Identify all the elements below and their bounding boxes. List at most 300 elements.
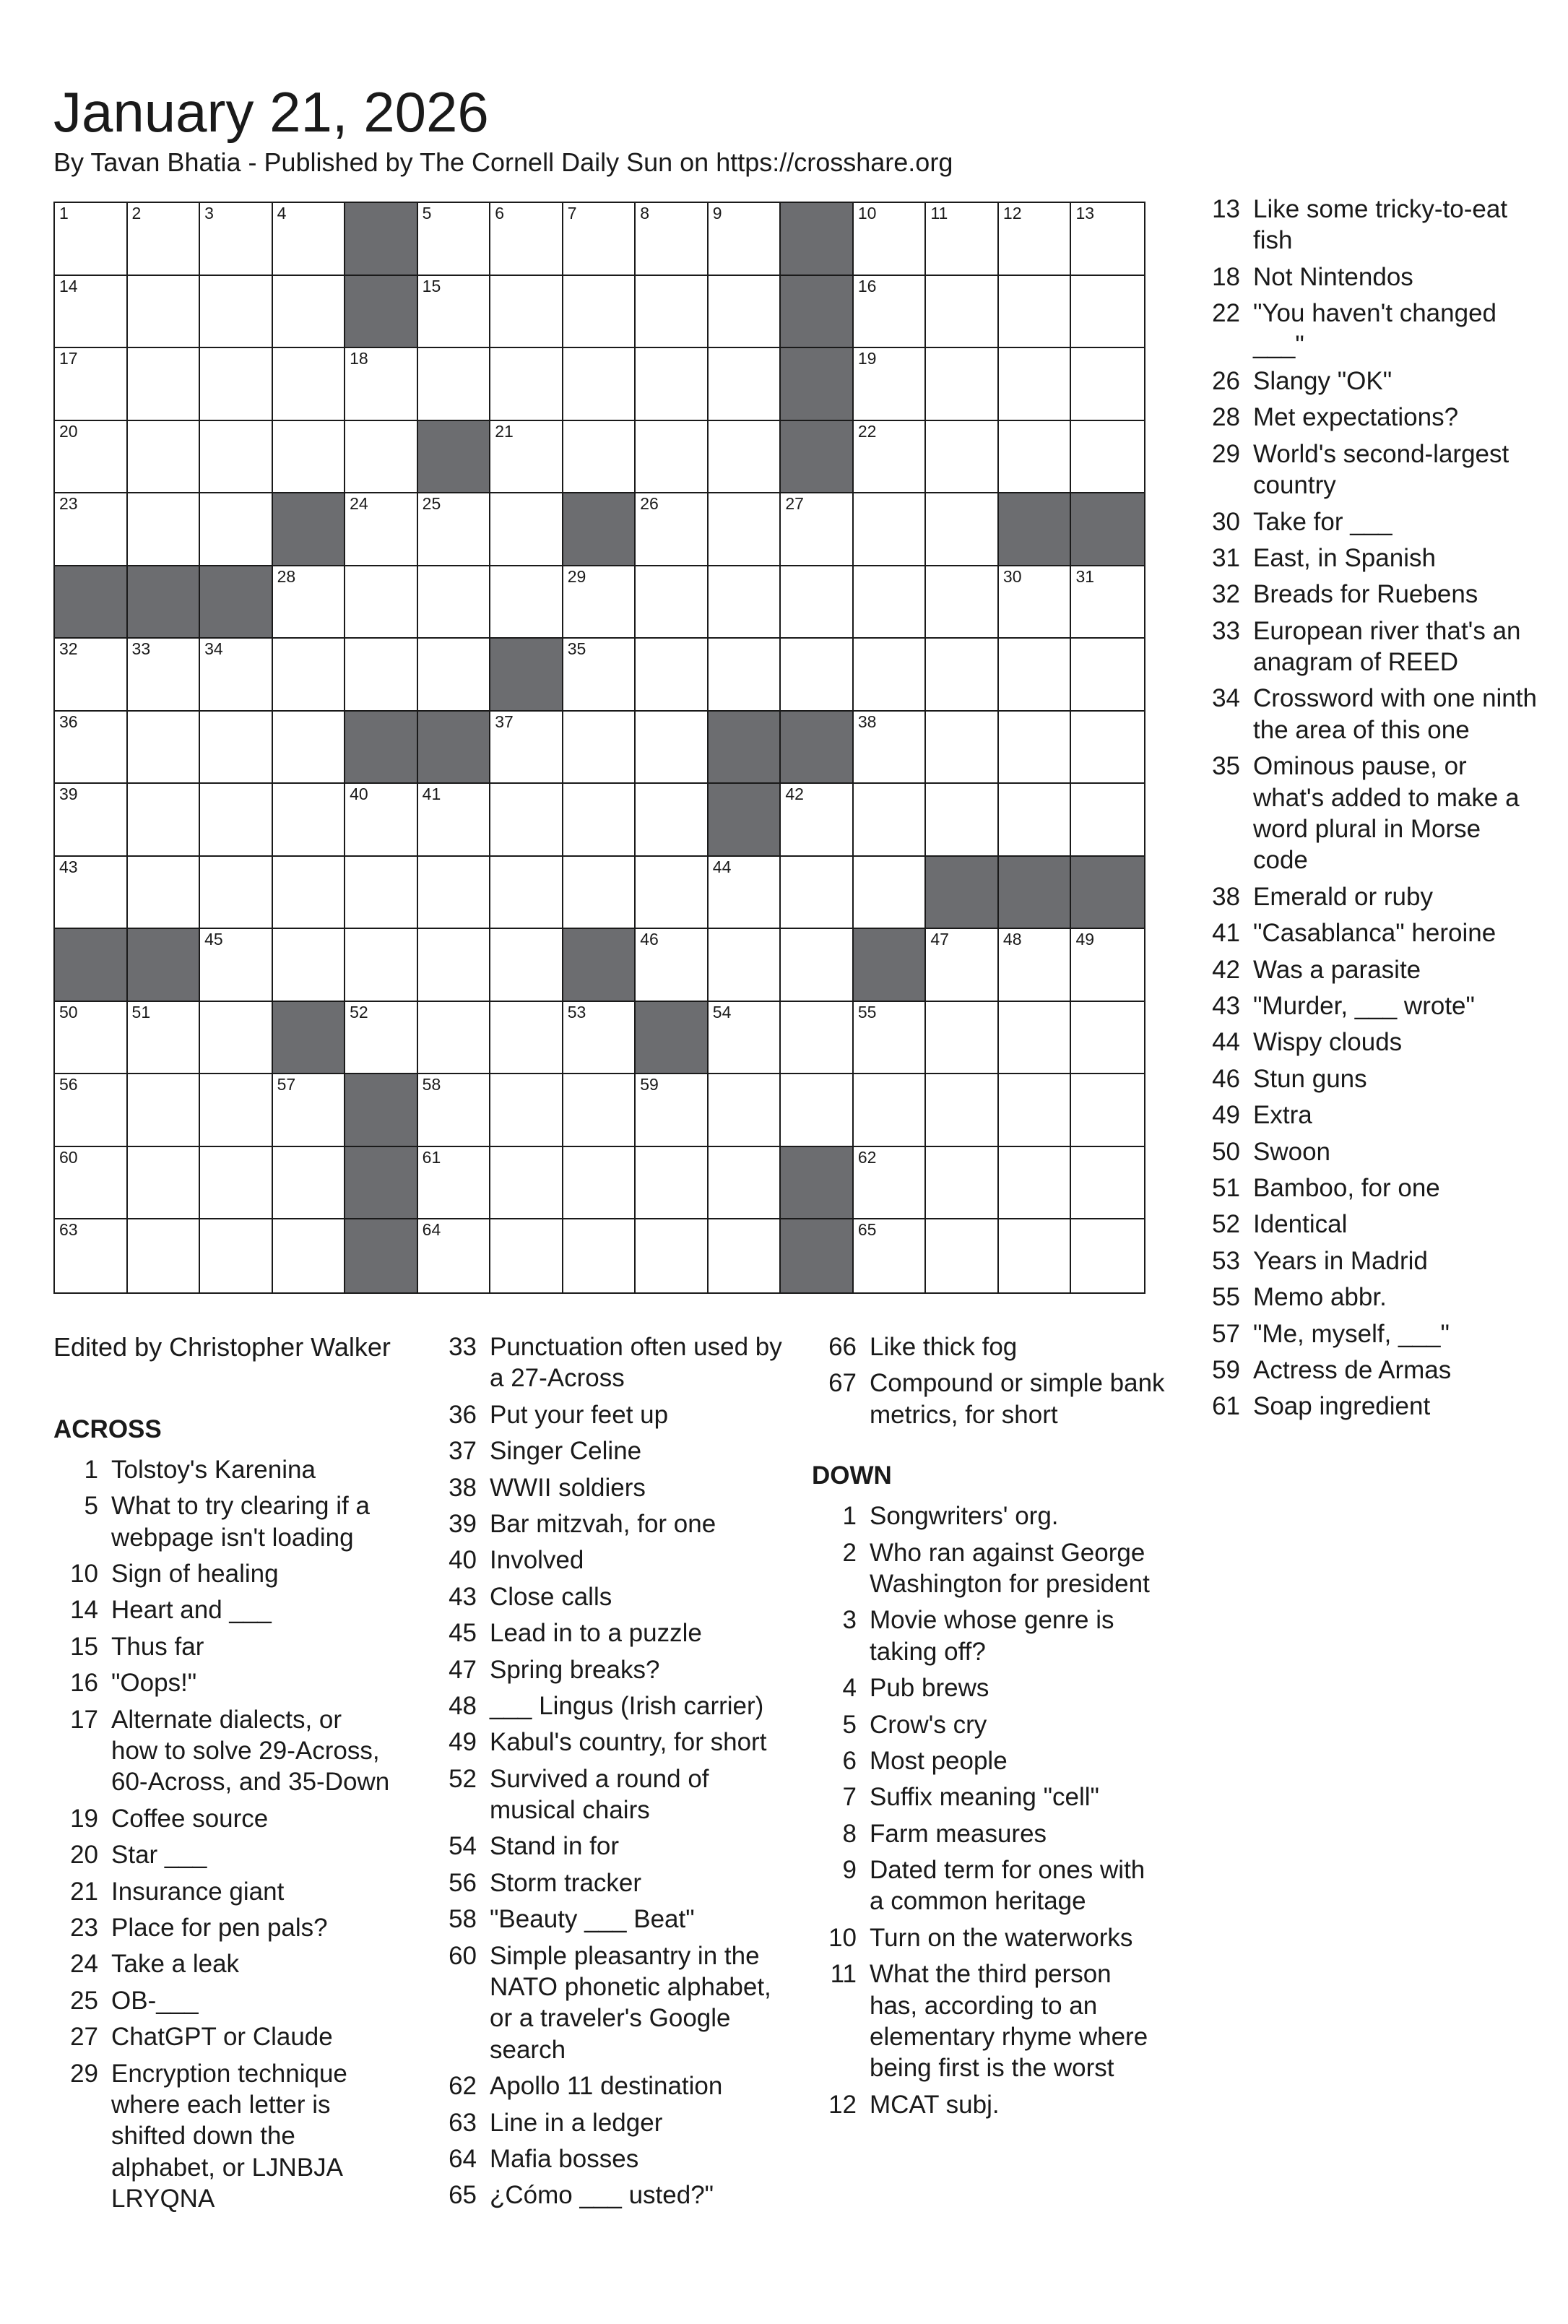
- grid-cell[interactable]: [128, 421, 201, 494]
- grid-cell[interactable]: [1071, 1147, 1144, 1220]
- down-clue-46[interactable]: [1195, 1063, 1542, 1094]
- grid-cell[interactable]: [926, 784, 999, 857]
- cell-number: 32: [59, 639, 78, 659]
- grid-cell[interactable]: [854, 421, 927, 494]
- grid-cell[interactable]: [926, 421, 999, 494]
- grid-cell[interactable]: [999, 712, 1072, 785]
- grid-cell[interactable]: [563, 639, 636, 712]
- grid-cell[interactable]: [781, 784, 854, 857]
- grid-cell[interactable]: [490, 203, 563, 276]
- across-clue-24[interactable]: [53, 1948, 393, 1979]
- grid-cell[interactable]: [55, 1147, 128, 1220]
- grid-cell[interactable]: [781, 493, 854, 566]
- grid-cell[interactable]: [55, 712, 128, 785]
- grid-cell[interactable]: [273, 712, 346, 785]
- clue-column-1: [53, 1331, 393, 2220]
- grid-cell[interactable]: [709, 566, 781, 639]
- across-clue-65[interactable]: [432, 2180, 786, 2211]
- grid-cell[interactable]: [854, 1074, 927, 1147]
- grid-cell[interactable]: [636, 566, 709, 639]
- cell-number: 55: [857, 1002, 877, 1021]
- grid-cell[interactable]: [200, 276, 273, 349]
- across-clue-48[interactable]: [432, 1690, 786, 1722]
- grid-cell[interactable]: [999, 1147, 1072, 1220]
- grid-cell[interactable]: [345, 421, 418, 494]
- grid-cell[interactable]: [273, 639, 346, 712]
- grid-cell[interactable]: [200, 639, 273, 712]
- grid-cell[interactable]: [200, 1147, 273, 1220]
- grid-cell[interactable]: [418, 1219, 491, 1292]
- down-clue-50[interactable]: [1195, 1136, 1542, 1167]
- grid-cell[interactable]: [854, 712, 927, 785]
- down-clue-61[interactable]: [1195, 1391, 1542, 1422]
- down-clue-42[interactable]: [1195, 954, 1542, 985]
- across-clue-45[interactable]: [432, 1617, 786, 1649]
- grid-cell[interactable]: [854, 566, 927, 639]
- grid-cell[interactable]: [563, 1147, 636, 1220]
- grid-cell[interactable]: [273, 276, 346, 349]
- grid-cell[interactable]: [1071, 421, 1144, 494]
- clue-number: 35: [1212, 752, 1240, 781]
- grid-cell[interactable]: [926, 203, 999, 276]
- grid-cell[interactable]: [490, 857, 563, 930]
- grid-cell[interactable]: [1071, 566, 1144, 639]
- grid-cell[interactable]: [418, 276, 491, 349]
- down-clue-57[interactable]: [1195, 1318, 1542, 1349]
- grid-cell[interactable]: [926, 929, 999, 1002]
- down-clue-5[interactable]: [812, 1709, 1166, 1740]
- grid-cell[interactable]: [273, 1147, 346, 1220]
- across-clue-27[interactable]: [53, 2021, 393, 2052]
- grid-cell[interactable]: [926, 276, 999, 349]
- clue-text: "You haven't changed ___": [1253, 299, 1496, 359]
- grid-cell[interactable]: [490, 276, 563, 349]
- grid-cell[interactable]: [490, 566, 563, 639]
- grid-cell[interactable]: [781, 1002, 854, 1075]
- grid-cell[interactable]: [999, 784, 1072, 857]
- grid-cell[interactable]: [709, 493, 781, 566]
- down-clue-44[interactable]: [1195, 1027, 1542, 1058]
- clue-text: Most people: [870, 1746, 1008, 1775]
- grid-cell[interactable]: [345, 1002, 418, 1075]
- grid-cell[interactable]: [854, 276, 927, 349]
- grid-cell[interactable]: [999, 639, 1072, 712]
- across-clue-39[interactable]: [432, 1508, 786, 1539]
- grid-cell[interactable]: [781, 566, 854, 639]
- across-clue-19[interactable]: [53, 1803, 393, 1834]
- grid-cell[interactable]: [345, 493, 418, 566]
- clue-text: Met expectations?: [1253, 403, 1459, 432]
- grid-cell[interactable]: [926, 566, 999, 639]
- grid-cell[interactable]: [926, 639, 999, 712]
- across-clue-38[interactable]: [432, 1472, 786, 1503]
- down-clue-38[interactable]: [1195, 881, 1542, 912]
- grid-cell[interactable]: [636, 276, 709, 349]
- grid-cell[interactable]: [128, 1002, 201, 1075]
- grid-cell[interactable]: [200, 1219, 273, 1292]
- grid-cell[interactable]: [418, 203, 491, 276]
- across-clue-47[interactable]: [432, 1654, 786, 1685]
- down-clue-18[interactable]: [1195, 262, 1542, 293]
- grid-cell[interactable]: [999, 566, 1072, 639]
- grid-cell[interactable]: [636, 1147, 709, 1220]
- down-clue-52[interactable]: [1195, 1209, 1542, 1240]
- cell-number: 63: [59, 1220, 78, 1240]
- grid-cell[interactable]: [709, 929, 781, 1002]
- grid-cell[interactable]: [273, 348, 346, 421]
- grid-cell[interactable]: [999, 421, 1072, 494]
- grid-cell[interactable]: [490, 348, 563, 421]
- across-clue-64[interactable]: [432, 2143, 786, 2174]
- grid-cell[interactable]: [200, 493, 273, 566]
- grid-cell[interactable]: [273, 857, 346, 930]
- down-clue-6[interactable]: [812, 1745, 1166, 1776]
- down-clue-31[interactable]: [1195, 543, 1542, 574]
- grid-cell[interactable]: [636, 348, 709, 421]
- across-clue-54[interactable]: [432, 1831, 786, 1862]
- down-clue-22[interactable]: [1195, 298, 1542, 360]
- grid-cell[interactable]: [636, 1219, 709, 1292]
- grid-cell[interactable]: [563, 857, 636, 930]
- grid-cell[interactable]: [418, 784, 491, 857]
- grid-cell[interactable]: [128, 203, 201, 276]
- grid-cell[interactable]: [200, 712, 273, 785]
- grid-cell[interactable]: [55, 857, 128, 930]
- across-clue-29[interactable]: [53, 2058, 393, 2215]
- across-clue-49[interactable]: [432, 1727, 786, 1758]
- across-clue-16[interactable]: [53, 1667, 393, 1698]
- grid-cell[interactable]: [345, 857, 418, 930]
- across-clue-37[interactable]: [432, 1435, 786, 1466]
- across-clue-67[interactable]: [812, 1368, 1166, 1430]
- grid-cell[interactable]: [55, 639, 128, 712]
- grid-cell[interactable]: [854, 493, 927, 566]
- across-clue-10[interactable]: [53, 1558, 393, 1589]
- down-clue-11[interactable]: [812, 1958, 1166, 2084]
- cell-number: 36: [59, 712, 78, 731]
- grid-cell[interactable]: [418, 639, 491, 712]
- grid-cell[interactable]: [128, 1219, 201, 1292]
- grid-cell[interactable]: [418, 857, 491, 930]
- grid-cell[interactable]: [200, 203, 273, 276]
- clue-number: 2: [842, 1538, 857, 1567]
- page-title: January 21, 2026: [53, 80, 489, 144]
- grid-cell[interactable]: [128, 493, 201, 566]
- cell-number: 19: [857, 349, 877, 368]
- grid-cell[interactable]: [200, 348, 273, 421]
- grid-cell[interactable]: [55, 276, 128, 349]
- cell-number: 10: [857, 204, 877, 223]
- across-clue-17[interactable]: [53, 1704, 393, 1798]
- grid-cell[interactable]: [490, 1002, 563, 1075]
- clue-text: ¿Cómo ___ usted?": [490, 2181, 714, 2210]
- grid-cell[interactable]: [709, 1074, 781, 1147]
- grid-cell[interactable]: [418, 1074, 491, 1147]
- across-clue-33[interactable]: [432, 1331, 786, 1394]
- grid-cell[interactable]: [490, 493, 563, 566]
- across-clue-15[interactable]: [53, 1631, 393, 1662]
- grid-cell[interactable]: [273, 1074, 346, 1147]
- grid-cell[interactable]: [854, 784, 927, 857]
- grid-cell[interactable]: [128, 784, 201, 857]
- black-square: [1071, 493, 1144, 566]
- grid-cell[interactable]: [854, 1002, 927, 1075]
- grid-cell[interactable]: [709, 857, 781, 930]
- grid-cell[interactable]: [55, 493, 128, 566]
- across-clue-25[interactable]: [53, 1985, 393, 2016]
- grid-cell[interactable]: [1071, 929, 1144, 1002]
- grid-cell[interactable]: [854, 348, 927, 421]
- grid-cell[interactable]: [854, 639, 927, 712]
- across-clue-62[interactable]: [432, 2070, 786, 2101]
- clue-text: "Murder, ___ wrote": [1253, 991, 1475, 1020]
- grid-cell[interactable]: [273, 1219, 346, 1292]
- grid-cell[interactable]: [636, 857, 709, 930]
- down-clue-13[interactable]: [1195, 194, 1542, 256]
- down-clue-55[interactable]: [1195, 1282, 1542, 1313]
- grid-cell[interactable]: [636, 421, 709, 494]
- grid-cell[interactable]: [200, 929, 273, 1002]
- grid-cell[interactable]: [781, 929, 854, 1002]
- grid-cell[interactable]: [273, 784, 346, 857]
- down-clue-59[interactable]: [1195, 1355, 1542, 1386]
- grid-cell[interactable]: [200, 1002, 273, 1075]
- clue-text: Memo abbr.: [1253, 1283, 1387, 1312]
- across-clue-14[interactable]: [53, 1594, 393, 1625]
- grid-cell[interactable]: [563, 421, 636, 494]
- down-clue-28[interactable]: [1195, 402, 1542, 433]
- across-clue-21[interactable]: [53, 1876, 393, 1907]
- grid-cell[interactable]: [55, 1219, 128, 1292]
- grid-cell[interactable]: [1071, 639, 1144, 712]
- grid-cell[interactable]: [273, 421, 346, 494]
- grid-cell[interactable]: [854, 857, 927, 930]
- across-clue-43[interactable]: [432, 1581, 786, 1612]
- grid-cell[interactable]: [926, 1074, 999, 1147]
- grid-cell[interactable]: [128, 857, 201, 930]
- grid-cell[interactable]: [490, 1074, 563, 1147]
- black-square: [418, 712, 491, 785]
- grid-cell[interactable]: [128, 1074, 201, 1147]
- grid-cell[interactable]: [200, 1074, 273, 1147]
- down-clue-3[interactable]: [812, 1604, 1166, 1667]
- grid-cell[interactable]: [418, 1002, 491, 1075]
- down-clue-35[interactable]: [1195, 751, 1542, 876]
- grid-cell[interactable]: [1071, 1002, 1144, 1075]
- grid-cell[interactable]: [490, 421, 563, 494]
- grid-cell[interactable]: [200, 421, 273, 494]
- down-clue-9[interactable]: [812, 1854, 1166, 1917]
- grid-cell[interactable]: [999, 1074, 1072, 1147]
- grid-cell[interactable]: [926, 712, 999, 785]
- grid-cell[interactable]: [273, 566, 346, 639]
- grid-cell[interactable]: [55, 1074, 128, 1147]
- down-clue-41[interactable]: [1195, 917, 1542, 949]
- grid-cell[interactable]: [926, 1219, 999, 1292]
- grid-cell[interactable]: [999, 1219, 1072, 1292]
- grid-cell[interactable]: [854, 1147, 927, 1220]
- across-clue-5[interactable]: [53, 1490, 393, 1553]
- grid-cell[interactable]: [781, 639, 854, 712]
- down-clue-2[interactable]: [812, 1537, 1166, 1600]
- grid-cell[interactable]: [563, 348, 636, 421]
- down-clue-51[interactable]: [1195, 1172, 1542, 1204]
- grid-cell[interactable]: [563, 203, 636, 276]
- clue-text: Compound or simple bank metrics, for short: [870, 1369, 1165, 1429]
- grid-cell[interactable]: [1071, 784, 1144, 857]
- across-clue-40[interactable]: [432, 1545, 786, 1576]
- across-clue-60[interactable]: [432, 1940, 786, 2066]
- grid-cell[interactable]: [709, 1147, 781, 1220]
- grid-cell[interactable]: [273, 929, 346, 1002]
- grid-cell[interactable]: [1071, 203, 1144, 276]
- across-clue-58[interactable]: [432, 1904, 786, 1935]
- grid-cell[interactable]: [636, 203, 709, 276]
- grid-cell[interactable]: [55, 348, 128, 421]
- grid-cell[interactable]: [709, 276, 781, 349]
- cell-number: 14: [59, 276, 78, 295]
- clue-number: 49: [1212, 1101, 1240, 1130]
- grid-cell[interactable]: [636, 712, 709, 785]
- down-clue-53[interactable]: [1195, 1245, 1542, 1277]
- grid-cell[interactable]: [490, 1147, 563, 1220]
- grid-cell[interactable]: [999, 276, 1072, 349]
- grid-cell[interactable]: [563, 1002, 636, 1075]
- across-clue-36[interactable]: [432, 1399, 786, 1430]
- down-clue-26[interactable]: [1195, 366, 1542, 397]
- grid-cell[interactable]: [636, 784, 709, 857]
- grid-cell[interactable]: [563, 1219, 636, 1292]
- down-clue-30[interactable]: [1195, 506, 1542, 537]
- grid-cell[interactable]: [273, 203, 346, 276]
- grid-cell[interactable]: [200, 857, 273, 930]
- grid-cell[interactable]: [55, 203, 128, 276]
- grid-cell[interactable]: [781, 1074, 854, 1147]
- grid-cell[interactable]: [926, 493, 999, 566]
- clue-number: 25: [70, 1986, 98, 2015]
- grid-cell[interactable]: [709, 348, 781, 421]
- grid-cell[interactable]: [490, 784, 563, 857]
- grid-cell[interactable]: [200, 784, 273, 857]
- grid-cell[interactable]: [128, 639, 201, 712]
- grid-cell[interactable]: [999, 348, 1072, 421]
- clue-text: Storm tracker: [490, 1868, 642, 1897]
- down-clue-32[interactable]: [1195, 579, 1542, 610]
- grid-cell[interactable]: [709, 203, 781, 276]
- grid-cell[interactable]: [709, 1219, 781, 1292]
- down-clue-29[interactable]: [1195, 439, 1542, 501]
- grid-cell[interactable]: [418, 929, 491, 1002]
- grid-cell[interactable]: [345, 929, 418, 1002]
- cell-number: 38: [857, 712, 877, 731]
- grid-cell[interactable]: [418, 348, 491, 421]
- grid-cell[interactable]: [563, 784, 636, 857]
- down-clue-10[interactable]: [812, 1922, 1166, 1953]
- grid-cell[interactable]: [709, 421, 781, 494]
- grid-cell[interactable]: [418, 566, 491, 639]
- grid-cell[interactable]: [345, 566, 418, 639]
- grid-cell[interactable]: [563, 566, 636, 639]
- grid-cell[interactable]: [926, 348, 999, 421]
- grid-cell[interactable]: [128, 348, 201, 421]
- grid-cell[interactable]: [55, 1002, 128, 1075]
- grid-cell[interactable]: [999, 929, 1072, 1002]
- down-clue-1[interactable]: [812, 1500, 1166, 1532]
- cell-number: 40: [350, 785, 368, 804]
- grid-cell[interactable]: [636, 1074, 709, 1147]
- grid-cell[interactable]: [55, 421, 128, 494]
- across-clue-63[interactable]: [432, 2107, 786, 2138]
- grid-cell[interactable]: [1071, 348, 1144, 421]
- down-clue-33[interactable]: [1195, 615, 1542, 678]
- grid-cell[interactable]: [926, 1002, 999, 1075]
- grid-cell[interactable]: [418, 493, 491, 566]
- down-clue-34[interactable]: [1195, 683, 1542, 746]
- grid-cell[interactable]: [854, 1219, 927, 1292]
- grid-cell[interactable]: [1071, 1074, 1144, 1147]
- grid-cell[interactable]: [1071, 1219, 1144, 1292]
- grid-cell[interactable]: [345, 784, 418, 857]
- across-clue-52[interactable]: [432, 1763, 786, 1826]
- grid-cell[interactable]: [128, 1147, 201, 1220]
- grid-cell[interactable]: [490, 712, 563, 785]
- grid-cell[interactable]: [128, 712, 201, 785]
- down-clue-43[interactable]: [1195, 990, 1542, 1021]
- grid-cell[interactable]: [490, 1219, 563, 1292]
- cell-number: 50: [59, 1002, 78, 1021]
- across-clue-66[interactable]: [812, 1331, 1166, 1362]
- grid-cell[interactable]: [1071, 276, 1144, 349]
- clue-number: 43: [449, 1582, 477, 1611]
- down-clue-7[interactable]: [812, 1781, 1166, 1813]
- grid-cell[interactable]: [999, 203, 1072, 276]
- grid-cell[interactable]: [55, 784, 128, 857]
- down-clue-12[interactable]: [812, 2089, 1166, 2120]
- clue-number: 8: [842, 1819, 857, 1848]
- grid-cell[interactable]: [854, 203, 927, 276]
- grid-cell[interactable]: [781, 857, 854, 930]
- grid-cell[interactable]: [345, 348, 418, 421]
- grid-cell[interactable]: [709, 639, 781, 712]
- across-clue-20[interactable]: [53, 1839, 393, 1870]
- down-clue-49[interactable]: [1195, 1100, 1542, 1131]
- across-clue-1[interactable]: [53, 1454, 393, 1485]
- cell-number: 27: [785, 494, 804, 514]
- clue-text: Ominous pause, or what's added to make a word plural in Morse code: [1253, 752, 1520, 875]
- down-clue-8[interactable]: [812, 1818, 1166, 1849]
- black-square: [273, 493, 346, 566]
- cell-number: 59: [640, 1075, 659, 1094]
- grid-cell[interactable]: [636, 493, 709, 566]
- grid-cell[interactable]: [563, 1074, 636, 1147]
- grid-cell[interactable]: [563, 276, 636, 349]
- grid-cell[interactable]: [1071, 712, 1144, 785]
- down-clue-4[interactable]: [812, 1672, 1166, 1703]
- grid-cell[interactable]: [490, 929, 563, 1002]
- grid-cell[interactable]: [128, 276, 201, 349]
- across-clue-56[interactable]: [432, 1867, 786, 1898]
- grid-cell[interactable]: [636, 929, 709, 1002]
- grid-cell[interactable]: [636, 639, 709, 712]
- grid-cell[interactable]: [418, 1147, 491, 1220]
- grid-cell[interactable]: [926, 1147, 999, 1220]
- clue-text: Put your feet up: [490, 1400, 669, 1429]
- across-clue-23[interactable]: [53, 1912, 393, 1943]
- grid-cell[interactable]: [345, 639, 418, 712]
- grid-cell[interactable]: [709, 1002, 781, 1075]
- grid-cell[interactable]: [563, 712, 636, 785]
- grid-cell[interactable]: [999, 1002, 1072, 1075]
